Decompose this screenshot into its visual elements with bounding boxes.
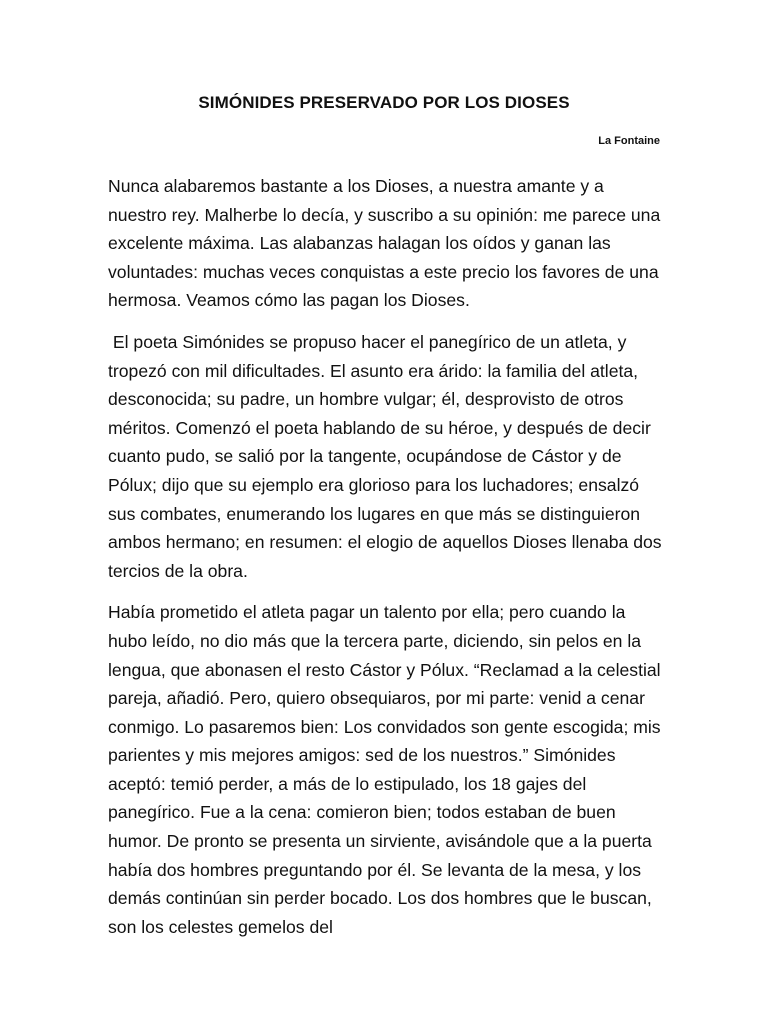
paragraph: El poeta Simónides se propuso hacer el panegírico de un atleta, y tropezó con mil dificultades. El asunto era árido: la familia del atleta, desconocida; su padre, un hombre vulgar; él, desprovisto de otros méritos. Comenzó el poeta hablando de su héroe, y después de decir cuanto pudo, se salió por la tangente, ocupándose de Cástor y de Pólux; dijo que su ejemplo era glorioso para los luchadores; ensalzó sus combates, enumerando los lugares en que más se distinguieron ambos hermano; en resumen: el elogio de aquellos Dioses llenaba dos tercios de la obra. xyxy=(108,331,667,581)
author-name: La Fontaine xyxy=(598,135,660,147)
paragraph: Había prometido el atleta pagar un talento por ella; pero cuando la hubo leído, no dio más que la tercera parte, diciendo, sin pelos en la lengua, que abonasen el resto Cástor y Pólux. “Reclamad a la celestial pareja, añadió. Pero, quiero obsequiaros, por mi parte: venid a cenar conmigo. Lo pasaremos bien: Los convidados son gente escogida; mis parientes y mis mejores amigos: sed de los nuestros.” Simónides aceptó: temió perder, a más de lo estipulado, los 18 gajes del panegírico. Fue a la cena: comieron bien; todos estaban de buen humor. De pronto se presenta un sirviente, avisándole que a la puerta había dos hombres preguntando por él. Se levanta de la mesa, y los demás continúan sin perder bocado. Los dos hombres que le buscan, son los celestes gemelos del xyxy=(108,602,661,937)
document-body xyxy=(108,172,667,954)
paragraph: Nunca alabaremos bastante a los Dioses, a nuestra amante y a nuestro rey. Malherbe lo decía, y suscribo a su opinión: me parece una excelente máxima. Las alabanzas halagan los oídos y ganan las voluntades: muchas veces conquistas a este precio los favores de una hermosa. Veamos cómo las pagan los Dioses. xyxy=(108,176,661,311)
document-title: SIMÓNIDES PRESERVADO POR LOS DIOSES xyxy=(198,93,570,112)
